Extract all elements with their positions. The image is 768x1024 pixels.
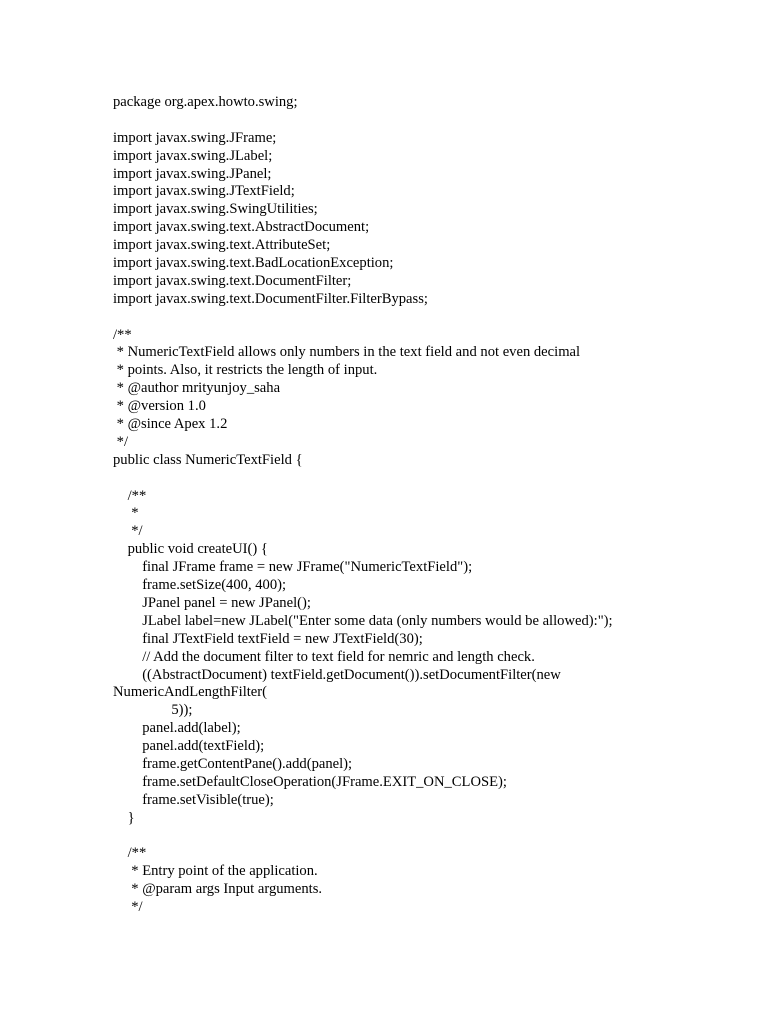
code-line: * @since Apex 1.2 (113, 416, 228, 433)
code-line: JLabel label=new JLabel("Enter some data (only numbers would be allowed):"); (113, 612, 613, 629)
code-line: package org.apex.howto.swing; (113, 94, 298, 110)
code-line: 5)); (113, 702, 193, 719)
code-line: import javax.swing.text.DocumentFilter; (113, 272, 352, 289)
code-line: frame.getContentPane().add(panel); (113, 755, 353, 772)
code-line: final JFrame frame = new JFrame("NumericTextField"); (113, 559, 473, 576)
code-line (113, 470, 753, 488)
code-line: import javax.swing.text.DocumentFilter.FilterBypass; (113, 290, 428, 307)
code-line: /** (113, 326, 132, 343)
code-line: } (113, 809, 135, 826)
code-line: ((AbstractDocument) textField.getDocument()).setDocumentFilter(new (113, 666, 561, 683)
code-line: * @version 1.0 (113, 398, 206, 415)
code-line: /** (113, 845, 147, 862)
code-line: * @param args Input arguments. (113, 881, 323, 898)
code-line: panel.add(label); (113, 720, 241, 737)
code-line (113, 828, 753, 846)
code-line: import javax.swing.text.BadLocationException; (113, 255, 394, 272)
code-line: */ (113, 523, 143, 540)
code-line: import javax.swing.text.AbstractDocument; (113, 219, 370, 236)
code-line: public void createUI() { (113, 541, 268, 558)
code-line: panel.add(textField); (113, 738, 265, 755)
code-line: frame.setSize(400, 400); (113, 577, 287, 594)
code-line: import javax.swing.JFrame; (113, 129, 277, 146)
code-line: import javax.swing.JPanel; (113, 165, 272, 182)
code-line: */ (113, 899, 143, 916)
code-line: frame.setVisible(true); (113, 791, 274, 808)
code-line: import javax.swing.JTextField; (113, 183, 295, 200)
code-listing (113, 94, 753, 917)
code-line: * points. Also, it restricts the length of input. (113, 362, 378, 379)
code-line: */ (113, 433, 128, 450)
code-line: final JTextField textField = new JTextField(30); (113, 630, 423, 647)
code-line: public class NumericTextField { (113, 451, 303, 468)
code-line: JPanel panel = new JPanel(); (113, 594, 311, 611)
code-line: import javax.swing.SwingUtilities; (113, 201, 318, 218)
code-line: * (113, 505, 139, 522)
code-line: NumericAndLengthFilter( (113, 684, 268, 701)
code-line: * Entry point of the application. (113, 863, 318, 880)
code-line: // Add the document filter to text field for nemric and length check. (113, 648, 535, 665)
code-line (113, 309, 753, 327)
code-line: /** (113, 487, 147, 504)
code-line: * NumericTextField allows only numbers in the text field and not even decimal (113, 344, 581, 361)
code-line: import javax.swing.JLabel; (113, 147, 273, 164)
code-line: * @author mrityunjoy_saha (113, 380, 281, 397)
code-line: frame.setDefaultCloseOperation(JFrame.EXIT_ON_CLOSE); (113, 773, 507, 790)
code-line (113, 112, 753, 130)
code-line: import javax.swing.text.AttributeSet; (113, 237, 331, 254)
